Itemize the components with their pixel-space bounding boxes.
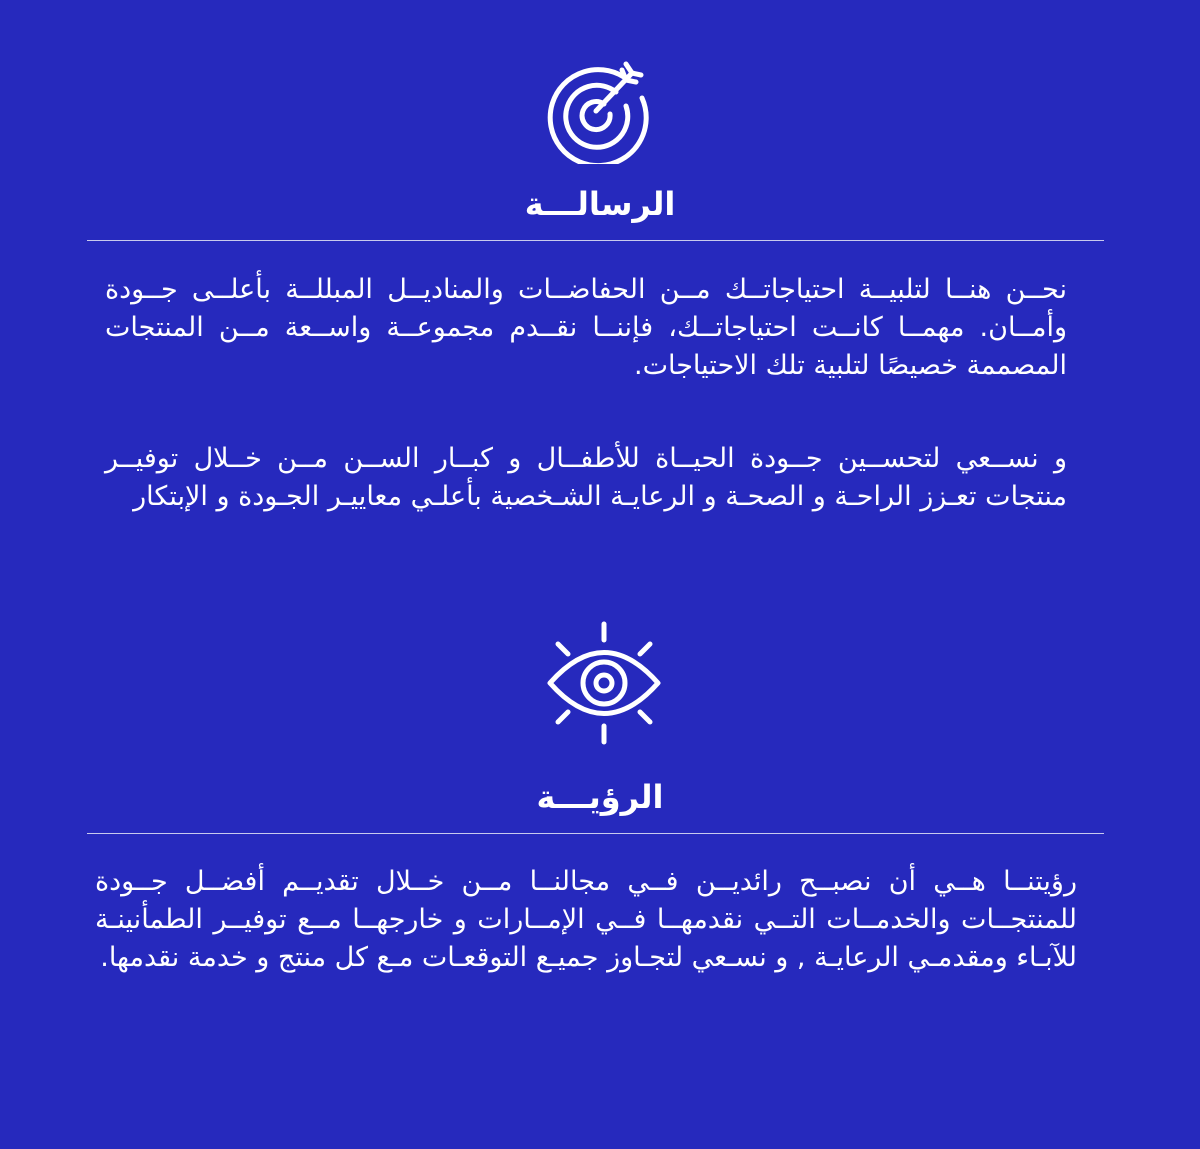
target-arrow-icon xyxy=(540,58,652,164)
vision-section xyxy=(0,600,1200,1149)
vision-paragraph: رؤيتنــا هــي أن نصبــح رائديــن فــي مجالنــا مــن خــلال تقديــم أفضــل جــودة للمنتجــات والخدمــات التــي نقدمهــا فــي الإمــارات و خارجهــا مــع توفيــر الطمأنينـة للآبـاء ومقدمـي الرعايـة , و نسـعي لتجـاوز جميـع التوقعـات مـع كل منتج و خدمة نقدمها. xyxy=(95,866,1077,973)
mission-divider xyxy=(87,240,1104,241)
vision-divider xyxy=(87,833,1104,834)
mission-paragraph-1: نحــن هنــا لتلبيــة احتياجاتــك مــن الحفاضــات والمناديــل المبللــة بأعلــى جــودة وأمــان. مهمــا كانــت احتياجاتــك، فإننــا نقــدم مجموعــة واســعة مــن المنتجات المصممة خصيصًا لتلبية تلك الاحتياجات. xyxy=(105,274,1067,381)
mission-title: الرسالـــة xyxy=(524,185,676,223)
eye-icon xyxy=(544,620,664,746)
mission-paragraph-2: و نســعي لتحســين جــودة الحيــاة للأطفــال و كبــار الســن مــن خــلال توفيــر منتجات تعـزز الراحـة و الصحـة و الرعايـة الشـخصية بأعلـي معاييـر الجـودة و الإبتكار xyxy=(105,443,1067,512)
vision-title: الرؤيـــة xyxy=(536,778,664,816)
